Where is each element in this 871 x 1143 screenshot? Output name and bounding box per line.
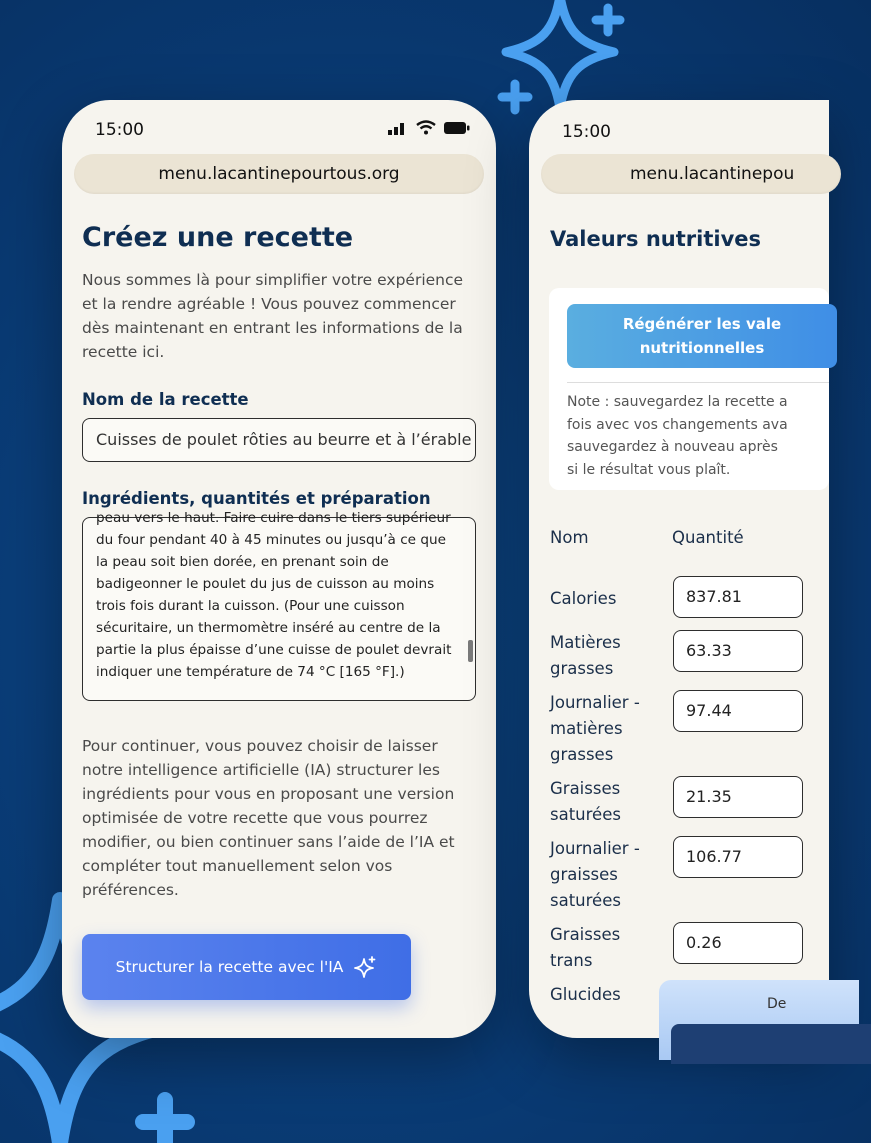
regen-card — [549, 288, 829, 490]
trans-fat-input[interactable]: 0.26 — [673, 922, 803, 964]
sparkle-icon — [355, 956, 377, 978]
row-label-daily-saturated-fat: Journalier - graisses saturées — [550, 839, 640, 910]
popup-button[interactable] — [671, 1024, 871, 1064]
status-icons — [388, 120, 470, 135]
battery-icon — [444, 121, 470, 135]
row-label-trans-fat: Graisses trans — [550, 925, 621, 970]
calories-input[interactable]: 837.81 — [673, 576, 803, 618]
recipe-name-input[interactable]: Cuisses de poulet rôties au beurre et à l’érable — [82, 418, 476, 462]
column-header-quantity: Quantité — [672, 528, 744, 547]
continue-text: Pour continuer, vous pouvez choisir de laisser notre intelligence artificielle (IA) structurer les ingrédients pour vous en proposant une version optimisée de votre recette que vous pourrez modifier, ou bien continuer sans l’aide de l’IA et compléter tout manuellement selon vos préférences. — [82, 737, 455, 899]
daily-saturated-fat-input[interactable]: 106.77 — [673, 836, 803, 878]
ingredients-textarea[interactable] — [82, 510, 476, 701]
row-label-fat: Matières grasses — [550, 633, 621, 678]
status-time: 15:00 — [562, 122, 611, 142]
saturated-fat-input[interactable]: 21.35 — [673, 776, 803, 818]
popup-text: De — [767, 996, 787, 1012]
structure-with-ai-button[interactable] — [82, 934, 411, 1000]
regen-button-line1: Régénérer les vale — [622, 315, 782, 333]
textarea-scrollbar[interactable] — [468, 640, 473, 662]
url-bar[interactable]: menu.lacantinepou — [541, 154, 841, 194]
wifi-icon — [416, 120, 436, 135]
page-title: Créez une recette — [82, 222, 354, 253]
url-bar[interactable]: menu.lacantinepourtous.org — [74, 154, 484, 194]
regenerate-nutrition-button[interactable] — [567, 304, 837, 368]
ingredients-label: Ingrédients, quantités et préparation — [82, 489, 431, 508]
ingredients-text: peau vers le haut. Faire cuire dans le tiers supérieur du four pendant 40 à 45 minutes ou jusqu’à ce que la peau soit bien dorée, en prenant soin de badigeonner le poulet du jus de cuisson au moins trois fois durant la cuisson. (Pour une cuisson sécuritaire, un thermomètre inséré au centre de la partie la plus épaisse d’une cuisse de poulet devrait indiquer une température de 74 °C [165 °F].) — [96, 510, 452, 680]
bottom-popup — [659, 980, 859, 1060]
row-label-daily-fat: Journalier - matières grasses — [550, 693, 640, 764]
recipe-name-label: Nom de la recette — [82, 390, 249, 409]
signal-icon — [388, 121, 408, 135]
save-note: Note : sauvegardez la recette a fois avec vos changements ava sauvegardez à nouveau après si le résultat vous plaît. — [567, 394, 788, 478]
phone-nutrition-screen — [529, 100, 829, 1038]
page-title: Valeurs nutritives — [550, 227, 761, 251]
row-label-saturated-fat: Graisses saturées — [550, 779, 621, 824]
daily-fat-input[interactable]: 97.44 — [673, 690, 803, 732]
phone-recipe-screen — [62, 100, 496, 1038]
row-label-carbs: Glucides — [550, 985, 621, 1004]
intro-text: Nous sommes là pour simplifier votre expérience et la rendre agréable ! Vous pouvez commencer dès maintenant en entrant les informations de la recette ici. — [82, 271, 464, 361]
fat-input[interactable]: 63.33 — [673, 630, 803, 672]
status-time: 15:00 — [95, 120, 144, 140]
row-label-calories: Calories — [550, 589, 617, 608]
column-header-name: Nom — [550, 528, 589, 547]
divider — [567, 382, 829, 383]
ai-button-label: Structurer la recette avec l'IA — [115, 958, 344, 976]
regen-button-line2: nutritionnelles — [639, 339, 765, 357]
